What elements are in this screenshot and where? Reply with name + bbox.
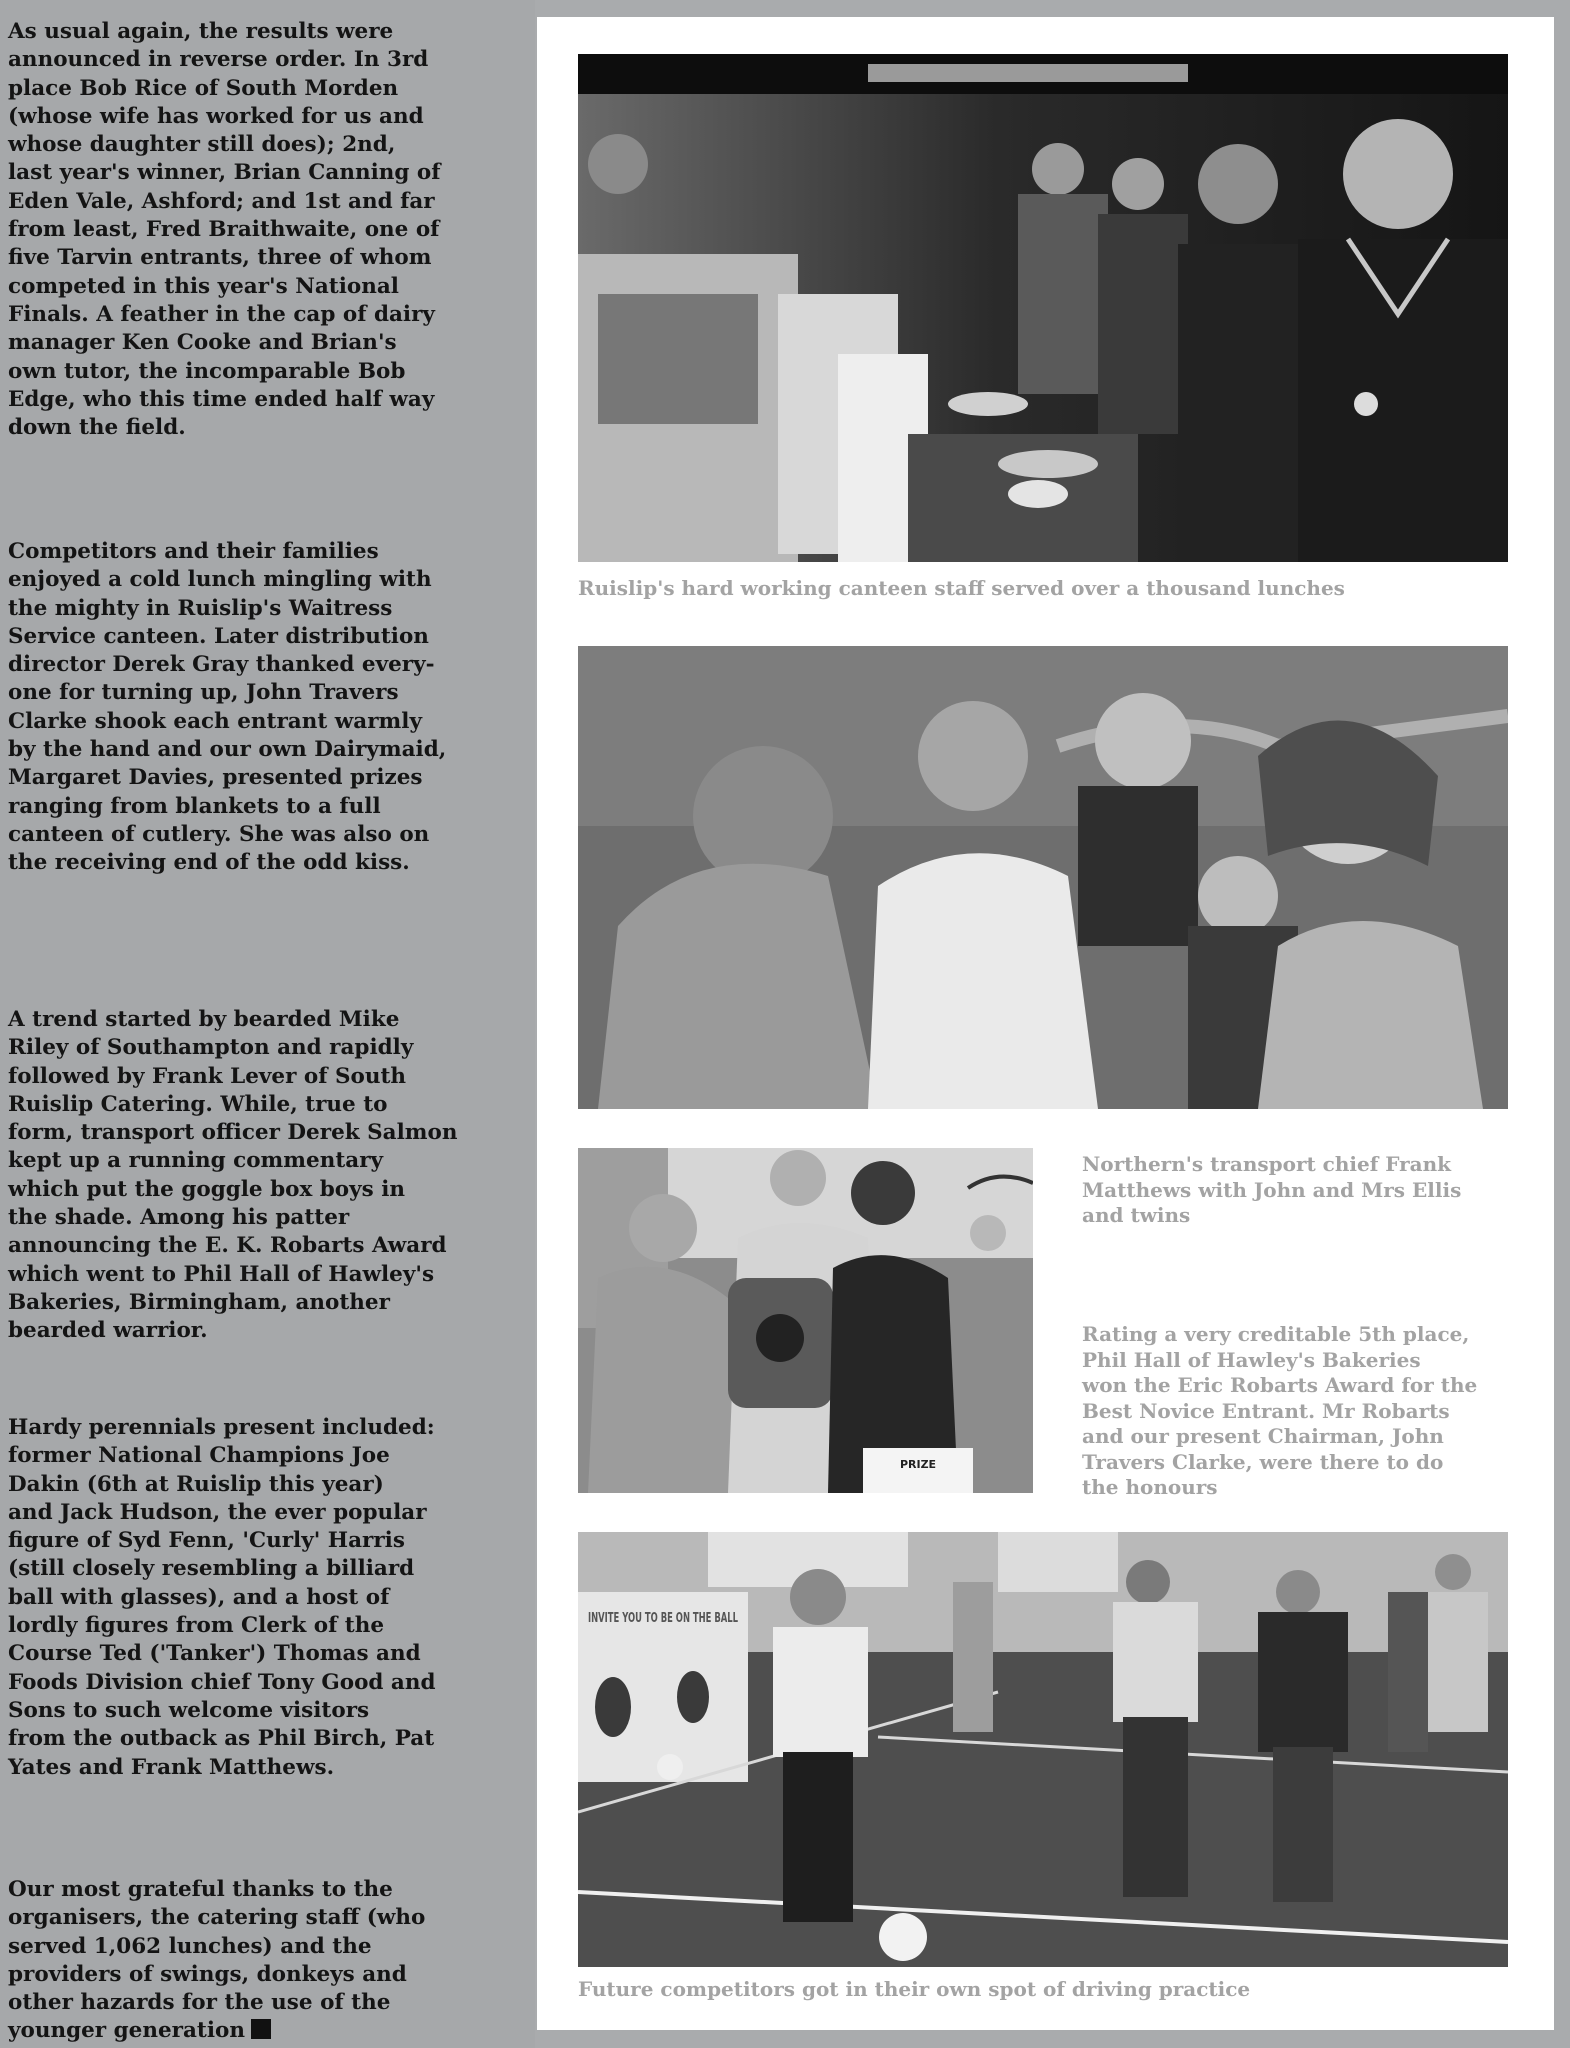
photo-eric-robarts-award	[578, 1148, 1033, 1493]
article-paragraph-perennials: Hardy perennials present included: former National Champions Joe Dakin (6th at Ruislip this year) and Jack Hudson, the ever popular figure of Syd Fenn, 'Curly' Harris (still closely resembling a billiard ball with glasses), and a host of lordly figures from Clerk of the Course Ted ('Tanker') Thomas and Foods Division chief Tony Good and Sons to such welcome visitors from the outback as Phil Birch, Pat Yates and Frank Matthews.	[8, 1415, 436, 1780]
photo-canteen-graphic	[578, 54, 1508, 562]
photo-canteen-staff	[578, 54, 1508, 562]
article-column	[0, 0, 535, 2048]
photo-award-graphic	[578, 1148, 1033, 1493]
caption-transport: Northern's transport chief Frank Matthews with John and Mrs Ellis and twins	[1082, 1152, 1462, 1227]
photo-football-graphic	[578, 1532, 1508, 1967]
article-paragraph-results: As usual again, the results were announced in reverse order. In 3rd place Bob Rice of South Morden (whose wife has worked for us and whose daughter still does); 2nd, last year's winner, Brian Canning of Eden Vale, Ashford; and 1st and far from least, Fred Braithwaite, one of five Tarvin entrants, three of whom competed in this year's National Finals. A feather in the cap of dairy manager Ken Cooke and Brian's own tutor, the incomparable Bob Edge, who this time ended half way down the field.	[8, 19, 441, 441]
photo-family-graphic	[578, 646, 1508, 1109]
article-paragraph-thanks	[8, 1876, 518, 2046]
prize-box-label: PRIZE	[899, 1458, 937, 1471]
caption-football: Future competitors got in their own spot of driving practice	[578, 1977, 1251, 2001]
article-paragraph-thanks-text: Our most grateful thanks to the organisers, the catering staff (who served 1,062 lunches) and the providers of swings, donkeys and other hazards for the use of the younger generation	[8, 1877, 426, 2044]
photo-transport-chief-family	[578, 646, 1508, 1109]
caption-canteen: Ruislip's hard working canteen staff served over a thousand lunches	[578, 576, 1345, 600]
caption-award: Rating a very creditable 5th place, Phil Hall of Hawley's Bakeries won the Eric Robarts Award for the Best Novice Entrant. Mr Robarts and our present Chairman, John Travers Clarke, were there to do the honours	[1082, 1322, 1478, 1499]
photo-future-competitors	[578, 1532, 1508, 1967]
end-of-article-mark	[251, 2019, 271, 2039]
article-paragraph-lunch: Competitors and their families enjoyed a cold lunch mingling with the mighty in Ruislip's Waitress Service canteen. Later distribution director Derek Gray thanked every- one for turning up, John Travers Clarke shook each entrant warmly by the hand and our own Dairymaid, Margaret Davies, presented prizes ranging from blankets to a full canteen of cutlery. She was also on the receiving end of the odd kiss.	[8, 539, 447, 876]
poster-text: INVITE YOU TO BE ON THE BALL	[588, 1611, 738, 1626]
article-paragraph-trend: A trend started by bearded Mike Riley of Southampton and rapidly followed by Frank Lever of South Ruislip Catering. While, true to form, transport officer Derek Salmon kept up a running commentary which put the goggle box boys in the shade. Among his patter announcing the E. K. Robarts Award which went to Phil Hall of Hawley's Bakeries, Birmingham, another bearded warrior.	[8, 1007, 458, 1344]
